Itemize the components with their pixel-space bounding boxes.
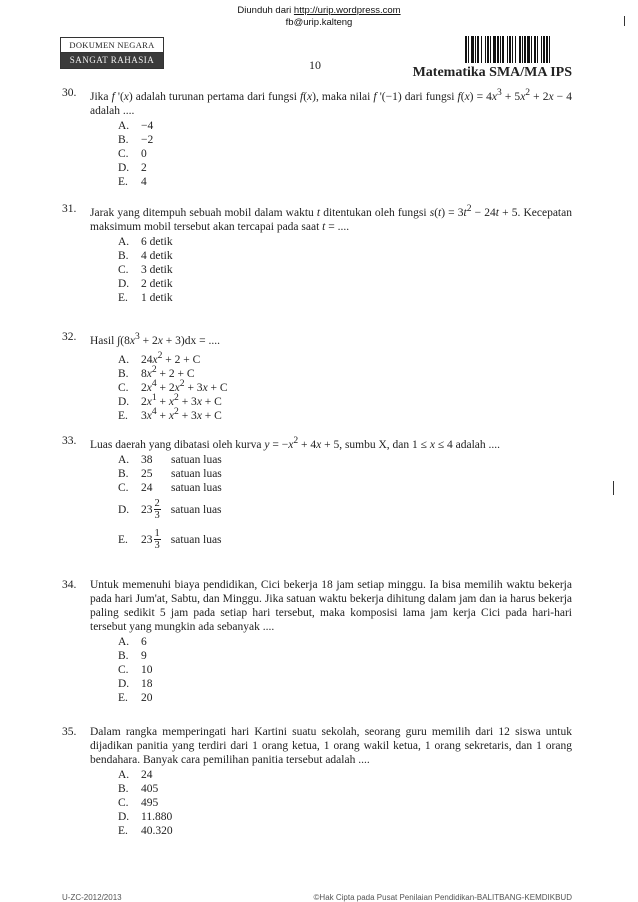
answer-option bbox=[118, 161, 572, 175]
option-letter: A. bbox=[118, 453, 130, 466]
question-32 bbox=[62, 330, 572, 422]
option-unit: satuan luas bbox=[170, 533, 222, 546]
answer-options bbox=[118, 119, 572, 189]
answer-options bbox=[118, 768, 572, 838]
source-prefix: Diunduh dari bbox=[237, 5, 294, 16]
option-letter: A. bbox=[118, 636, 130, 648]
option-value: 24 bbox=[141, 481, 153, 494]
option-value: 4 detik bbox=[141, 249, 173, 262]
answer-option bbox=[118, 277, 572, 291]
question-31 bbox=[62, 202, 572, 305]
answer-option bbox=[118, 663, 572, 677]
option-value: −2 bbox=[141, 133, 154, 146]
fraction-numerator: 1 bbox=[154, 528, 160, 540]
option-value: −4 bbox=[141, 119, 154, 132]
subject-title: Matematika SMA/MA IPS bbox=[412, 65, 572, 80]
answer-option bbox=[118, 391, 572, 408]
answer-option bbox=[118, 691, 572, 705]
option-value: 6 bbox=[141, 636, 147, 648]
option-letter: D. bbox=[118, 811, 130, 823]
option-letter: E. bbox=[118, 175, 128, 188]
answer-option bbox=[118, 147, 572, 161]
answer-option bbox=[118, 249, 572, 263]
option-unit: satuan luas bbox=[170, 503, 222, 516]
option-letter: D. bbox=[118, 503, 130, 516]
footer-code: U-ZC-2012/2013 bbox=[62, 893, 122, 902]
question-34 bbox=[62, 578, 572, 705]
option-value: 24 bbox=[141, 769, 153, 781]
question-33 bbox=[62, 434, 572, 555]
question-text: Jarak yang ditempuh sebuah mobil dalam waktu t ditentukan oleh fungsi $s(t) = 3t^2 - 24t + 5$. Kecepatan maksimum mobil tersebut akan tercapai pada saat t = .... bbox=[90, 203, 572, 233]
option-letter: B. bbox=[118, 467, 129, 480]
answer-option bbox=[118, 481, 572, 495]
option-unit: satuan luas bbox=[171, 453, 222, 466]
answer-option bbox=[118, 133, 572, 147]
answer-option bbox=[118, 796, 572, 810]
option-letter: A. bbox=[118, 769, 130, 781]
question-text: Jika f '(x) adalah turunan pertama dari fungsi f(x), maka nilai f '(−1) dari fungsi $f(x) = 4x^3 + 5x^2 + 2x - 4$ adalah .... bbox=[90, 87, 572, 117]
option-letter: A. bbox=[118, 119, 130, 132]
option-value: $3x^4 + x^2 + 3x + C$ bbox=[141, 405, 222, 422]
option-value: 2 detik bbox=[141, 277, 173, 290]
question-number: 30. bbox=[62, 87, 77, 99]
answer-option bbox=[118, 175, 572, 189]
source-line bbox=[0, 5, 638, 17]
option-unit: satuan luas bbox=[171, 481, 222, 494]
question-text: Dalam rangka memperingati hari Kartini suatu sekolah, seorang guru memilih dari 12 siswa untuk dijadikan panitia yang terdiri dari 1 orang ketua, 1 orang wakil ketua, 1 orang sekretaris, dan 1 orang bendahara. Banyak cara pemilihan panitia tersebut adalah .... bbox=[90, 726, 572, 766]
option-value: 1 detik bbox=[141, 291, 173, 304]
option-letter: C. bbox=[118, 481, 129, 494]
option-value: 4 bbox=[141, 175, 147, 188]
answer-option bbox=[118, 635, 572, 649]
doc-label: DOKUMEN NEGARA bbox=[69, 40, 155, 50]
answer-options bbox=[118, 235, 572, 305]
option-value: 25 bbox=[141, 467, 153, 480]
question-30 bbox=[62, 86, 572, 189]
answer-option bbox=[118, 377, 572, 394]
answer-option bbox=[118, 824, 572, 838]
source-contact: fb@urip.kalteng bbox=[285, 17, 353, 28]
question-number: 34. bbox=[62, 579, 77, 591]
question-number: 31. bbox=[62, 203, 77, 215]
fraction bbox=[154, 528, 161, 551]
option-letter: E. bbox=[118, 825, 128, 837]
scan-edge-mark bbox=[613, 481, 614, 495]
question-number: 35. bbox=[62, 726, 77, 738]
answer-option bbox=[118, 363, 572, 380]
fraction-whole: 23 bbox=[141, 533, 153, 546]
option-letter: C. bbox=[118, 147, 129, 160]
option-unit: satuan luas bbox=[171, 467, 222, 480]
option-letter: C. bbox=[118, 664, 129, 676]
option-letter: B. bbox=[118, 249, 129, 262]
option-value: 9 bbox=[141, 650, 147, 662]
fraction-denominator: 3 bbox=[154, 540, 160, 552]
option-letter: E. bbox=[118, 692, 128, 704]
answer-option bbox=[118, 349, 572, 366]
answer-option bbox=[118, 235, 572, 249]
option-letter: B. bbox=[118, 133, 129, 146]
answer-options bbox=[118, 635, 572, 705]
barcode-bar bbox=[550, 36, 552, 63]
secret-label: SANGAT RAHASIA bbox=[61, 52, 163, 68]
question-text: Untuk memenuhi biaya pendidikan, Cici bekerja 18 jam setiap minggu. Ia bisa memilih waktu bekerja pada hari Jum'at, Sabtu, dan Minggu. Jika satuan waktu bekerja dihitung dalam jam dan ia harus bekerja paling sedikit 5 jam pada setiap hari tersebut, maka komposisi lama jam kerja Cici pada hari-hari tersebut yang mungkin ada sebanyak .... bbox=[90, 579, 572, 633]
option-value: 0 bbox=[141, 147, 147, 160]
option-letter: C. bbox=[118, 381, 129, 394]
answer-options bbox=[118, 453, 572, 555]
option-letter: A. bbox=[118, 353, 130, 366]
option-letter: E. bbox=[118, 409, 128, 422]
question-35 bbox=[62, 725, 572, 838]
option-value: 2 bbox=[141, 161, 147, 174]
mixed-fraction bbox=[141, 528, 161, 551]
option-letter: D. bbox=[118, 395, 130, 408]
answer-option bbox=[118, 525, 572, 555]
answer-option bbox=[118, 453, 572, 467]
fraction-whole: 23 bbox=[141, 503, 153, 516]
page-number: 10 bbox=[309, 58, 321, 72]
answer-option bbox=[118, 291, 572, 305]
fraction-numerator: 2 bbox=[154, 498, 160, 510]
option-value: $8x^2 + 2 + C$ bbox=[141, 363, 195, 380]
option-value: 495 bbox=[141, 797, 159, 809]
answer-option bbox=[118, 782, 572, 796]
option-value: 3 detik bbox=[141, 263, 173, 276]
question-number: 33. bbox=[62, 435, 77, 447]
fraction bbox=[154, 498, 161, 521]
barcode bbox=[465, 36, 571, 63]
answer-option bbox=[118, 119, 572, 133]
option-letter: D. bbox=[118, 161, 130, 174]
option-letter: D. bbox=[118, 277, 130, 290]
answer-option bbox=[118, 768, 572, 782]
option-letter: B. bbox=[118, 367, 129, 380]
option-letter: C. bbox=[118, 797, 129, 809]
question-text: Luas daerah yang dibatasi oleh kurva $y = -x^2 + 4x + 5$, sumbu X, dan 1 ≤ x ≤ 4 adalah .... bbox=[90, 435, 501, 451]
answer-option bbox=[118, 405, 572, 422]
answer-option bbox=[118, 263, 572, 277]
option-value: 11.880 bbox=[141, 811, 173, 823]
question-number: 32. bbox=[62, 331, 77, 343]
footer-copyright: ©Hak Cipta pada Pusat Penilaian Pendidikan-BALITBANG-KEMDIKBUD bbox=[313, 893, 572, 902]
scan-edge-mark-top bbox=[624, 16, 625, 26]
option-value: $2x^1 + x^2 + 3x + C$ bbox=[141, 391, 222, 408]
option-value: 6 detik bbox=[141, 235, 173, 248]
fraction-denominator: 3 bbox=[154, 510, 160, 522]
option-value: 20 bbox=[141, 692, 153, 704]
option-letter: E. bbox=[118, 291, 128, 304]
option-letter: E. bbox=[118, 533, 128, 546]
download-source-header bbox=[0, 5, 638, 29]
answer-options bbox=[118, 349, 572, 422]
source-url-link[interactable]: http://urip.wordpress.com bbox=[293, 5, 401, 16]
option-value: 38 bbox=[141, 453, 153, 466]
option-letter: B. bbox=[118, 650, 129, 662]
question-text: Hasil $\int(8x^3 + 2x + 3)dx$ = .... bbox=[90, 331, 220, 347]
answer-option bbox=[118, 810, 572, 824]
option-letter: D. bbox=[118, 678, 130, 690]
option-value: $2x^4 + 2x^2 + 3x + C$ bbox=[141, 377, 228, 394]
mixed-fraction bbox=[141, 498, 161, 521]
option-value: 18 bbox=[141, 678, 153, 690]
option-value: 405 bbox=[141, 783, 159, 795]
option-value: $24x^2 + 2 + C$ bbox=[141, 349, 201, 366]
option-letter: A. bbox=[118, 235, 130, 248]
answer-option bbox=[118, 677, 572, 691]
answer-option bbox=[118, 649, 572, 663]
option-letter: B. bbox=[118, 783, 129, 795]
answer-option bbox=[118, 467, 572, 481]
document-classification-box bbox=[60, 37, 164, 69]
option-letter: C. bbox=[118, 263, 129, 276]
answer-option bbox=[118, 495, 572, 525]
option-value: 40.320 bbox=[141, 825, 173, 837]
option-value: 10 bbox=[141, 664, 153, 676]
